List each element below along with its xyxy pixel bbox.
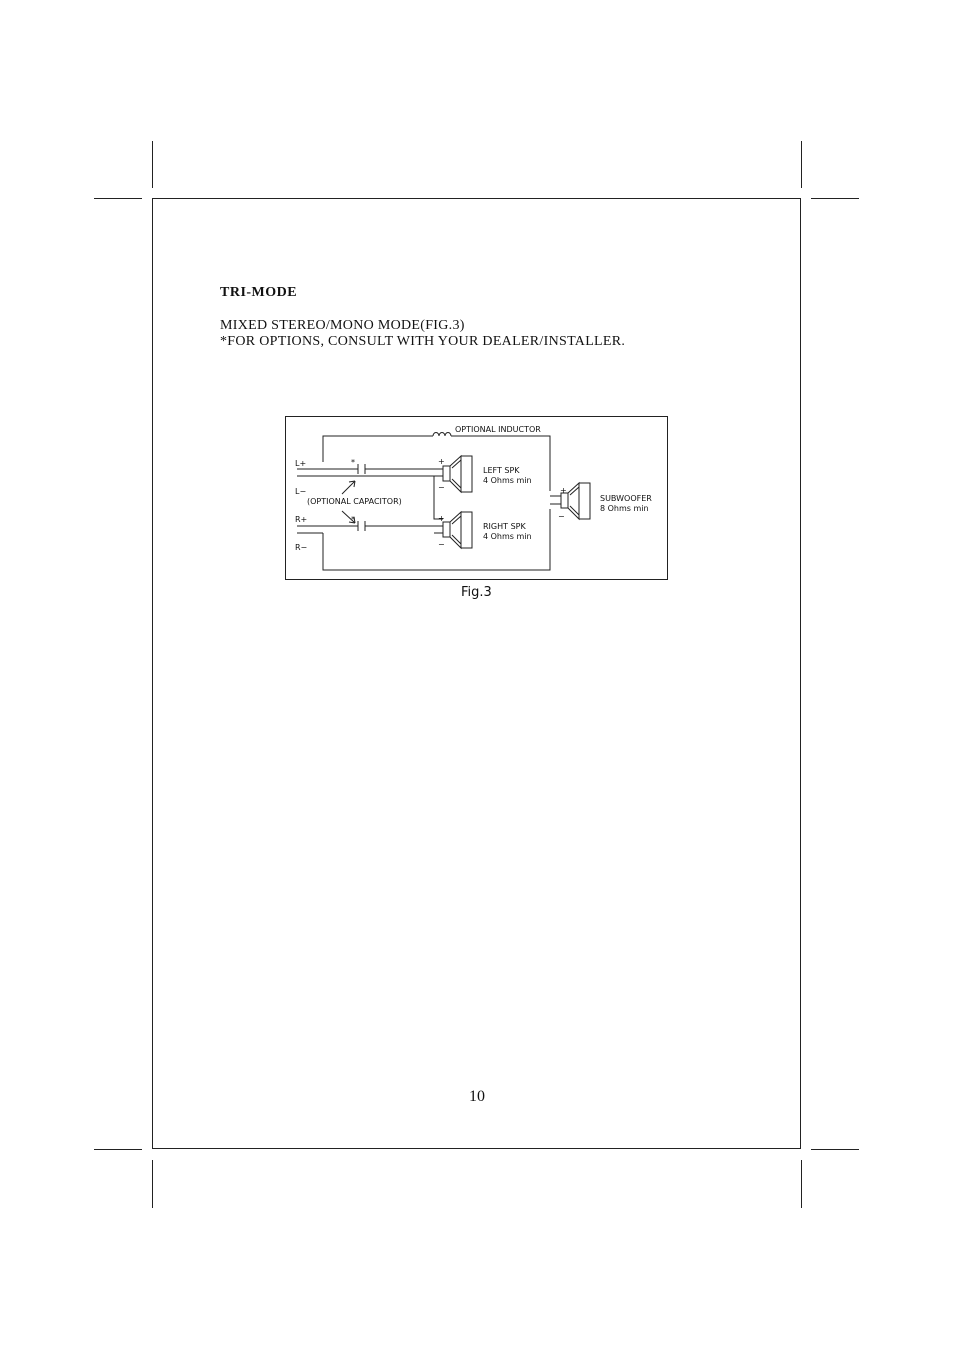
terminal-l-minus: L− — [295, 487, 307, 496]
crop-mark — [811, 1149, 859, 1150]
terminal-l-plus: L+ — [295, 459, 307, 468]
crop-mark — [801, 141, 802, 188]
right-minus: − — [438, 540, 445, 549]
mode-description: MIXED STEREO/MONO MODE(FIG.3) — [220, 318, 465, 333]
crop-mark — [811, 198, 859, 199]
terminal-r-plus: R+ — [295, 515, 308, 524]
wiring-diagram — [285, 416, 668, 580]
right-plus: + — [438, 514, 445, 523]
crop-mark — [94, 198, 142, 199]
crop-mark — [152, 141, 153, 188]
crop-mark — [152, 1160, 153, 1208]
page-number: 10 — [469, 1088, 485, 1105]
figure-caption: Fig.3 — [461, 585, 492, 600]
left-speaker-rating: 4 Ohms min — [483, 476, 532, 485]
crop-mark — [801, 1160, 802, 1208]
sub-minus: − — [558, 512, 565, 521]
section-heading: TRI-MODE — [220, 285, 298, 300]
subwoofer-name: SUBWOOFER — [600, 494, 652, 503]
left-speaker-name: LEFT SPK — [483, 466, 520, 475]
right-speaker-icon — [443, 512, 472, 548]
right-asterisk: * — [351, 515, 355, 524]
right-speaker-rating: 4 Ohms min — [483, 532, 532, 541]
crop-mark — [94, 1149, 142, 1150]
left-asterisk: * — [351, 458, 355, 467]
inductor-label: OPTIONAL INDUCTOR — [455, 425, 541, 434]
options-note: *FOR OPTIONS, CONSULT WITH YOUR DEALER/INSTALLER. — [220, 334, 626, 349]
terminal-r-minus: R− — [295, 543, 308, 552]
subwoofer-rating: 8 Ohms min — [600, 504, 649, 513]
left-speaker-icon — [443, 456, 472, 492]
sub-plus: + — [560, 486, 567, 495]
right-speaker-name: RIGHT SPK — [483, 522, 526, 531]
capacitor-label: (OPTIONAL CAPACITOR) — [307, 497, 402, 506]
left-minus: − — [438, 483, 445, 492]
left-plus: + — [438, 457, 445, 466]
